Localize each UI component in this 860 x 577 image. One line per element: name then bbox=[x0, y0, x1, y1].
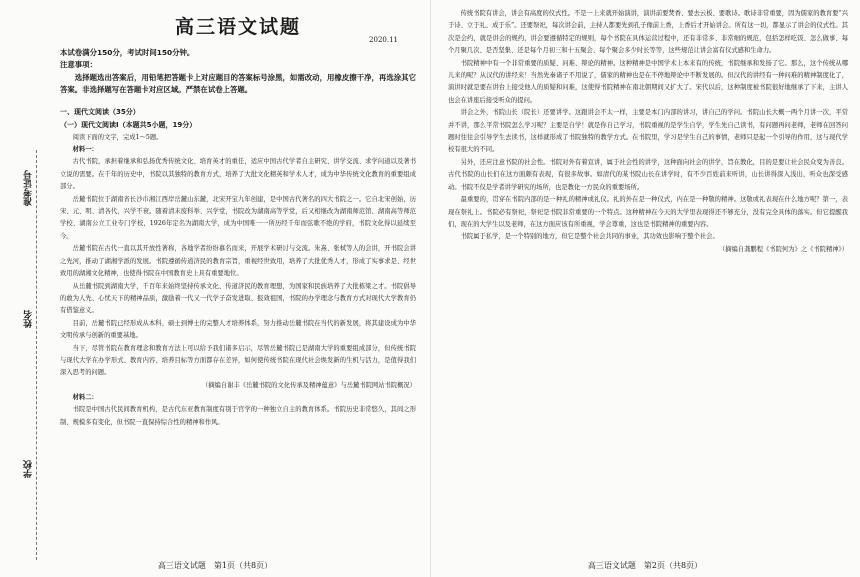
page-2-content bbox=[448, 8, 848, 256]
binding-line bbox=[36, 150, 37, 560]
notice-item: 选择题选出答案后，用铅笔把答题卡上对应题目的答案标号涂黑，如需改动，用橡皮擦干净，再选涂其它答案。非选择题写在答题卡对应区域。严禁在试卷上答题。 bbox=[60, 72, 416, 95]
material-2-paragraph: 另外，还应注意书院的社会性。书院对外有着宣讲，属于社会性的讲学，这种面向社会的讲学，旨在教化，目的是要让社会民众变为善良。古代书院的山长们在这方面颇有表现，有很多故事。如清代的某书院山长在讲学时，有不少百姓前来听讲，山长讲得深入浅出，听众也深受感动。书院不仅是学者讲学研究的场所，也是教化一方民众的重要场所。 bbox=[448, 158, 848, 191]
exam-intro: 本试卷满分150分，考试时间150分钟。 bbox=[60, 48, 195, 57]
material-1-paragraph: 岳麓书院位于湖南省长沙市湘江西岸岳麓山东麓，北宋开宝九年创建，是中国古代著名的四大书院之一。它自北宋创始，历宋、元、明、清各代，兴学不衰。随着清末废科举、兴学堂，书院改为湖南高等学堂，后又相继改为湖南师范馆、湖南高等师范学校、湖南公立工业专门学校，1926年定名为湖南大学，成为中国唯一一所历经千年而弦歌不绝的学府，书院文化得以延续至今。 bbox=[60, 195, 416, 240]
material-2-label: 材料二： bbox=[72, 393, 98, 401]
gutter-label-name: 姓名 bbox=[24, 310, 34, 328]
material-2-source: （摘编自龚鹏程《书院何为》之《书院精神》） bbox=[718, 245, 848, 253]
material-1-source: （摘编自谢丰《岳麓书院的文化传承及精神蕴意》与岳麓书院网站书院概况） bbox=[201, 381, 416, 389]
material-1-label: 材料一： bbox=[72, 146, 98, 154]
section-heading: 一、现代文阅读（35分） bbox=[60, 107, 140, 116]
page-2-footer: 高三语文试题 第2页（共8页） bbox=[587, 561, 703, 570]
gutter-label-exam-number: 准考证号 bbox=[24, 170, 34, 206]
gutter-label-school: 学校 bbox=[24, 460, 34, 478]
material-1-paragraph: 岳麓书院在古代一直以其开放性著称，各地学者纷纷慕名而来，开展学术研讨与交流。朱熹、张栻等人的会讲，开书院会讲之先河，推动了湖湘学派的发展。书院遵循传道济民的教育宗旨，重视经世致用，培养了大批优秀人才，形成了实事求是、经世致用的湖湘文化精神，也使得书院在中国教育史上具有重要地位。 bbox=[60, 245, 416, 278]
exam-title: 高三语文试题 bbox=[174, 16, 301, 38]
page-2 bbox=[430, 0, 860, 577]
material-2-paragraph: 讲会之外，书院山长（院长）还要讲学。这跟讲会不太一样，主要是本门内部的讲习，讲自己的学问。书院山长大概一两个月讲一次，平常并不讲，那么平常书院怎么学习呢？主要是自学！就是你自己学习，书院重视的是学生自学，学生先自己读书，有问题再问老师，老师在回答问题时往往会引导学生去读书，这样就形成了书院独特的教学方式。在书院里，学习是学生自己的事情，老师只是起一个引导的作用，这与现代学校有很大的不同。 bbox=[448, 109, 848, 154]
material-1-paragraph: 当下，尽管书院在教育理念和教育方法上可以给予我们诸多启示，尽管岳麓书院已是湖南大学的重要组成部分，但传统书院与现代大学在办学形式、教育内容、培养目标等方面都存在差异，如何使传统书院在现代社会焕发新的生机与活力，是值得我们深入思考的问题。 bbox=[60, 344, 416, 377]
page-1-footer: 高三语文试题 第1页（共8页） bbox=[157, 561, 273, 570]
reading-instruction: 阅读下面的文字，完成1～5题。 bbox=[72, 133, 163, 141]
notice-title: 注意事项： bbox=[60, 60, 97, 70]
material-1-paragraph: 目前，岳麓书院已经形成从本科、硕士到博士的完整人才培养体系，努力推动岳麓书院在当代的新发展，将其建设成为中华文明传承与创新的重要基地。 bbox=[60, 319, 416, 340]
material-2-paragraph: 最重要的，贯穿在书院内部的是一种礼的精神或礼仪。礼的外在是一种仪式，内在是一种敬的精神。这敬或礼表现在什么地方呢？第一，表现在祭礼上。书院必有祭祀，祭祀是书院非常重要的一个特点。这种精神在今天的大学里表现得还不够充分，没有完全具体的落实。但它提醒我们，现在的大学生以及老师，在这方面应该有所重视，学会尊重，这也是书院精神的重要内容。 bbox=[448, 196, 848, 228]
page-1-content bbox=[60, 12, 416, 429]
binding-gutter bbox=[0, 0, 58, 577]
material-1-paragraph: 古代书院，承担着继承和弘扬优秀传统文化、培育英才的重任，适应中国古代学者自主研究、讲学交流、求学问道以及著书立说的需要。在千年的历史中，书院以其独特的教育方式，培养了大批文化精英和学术人才，成为中华传统文化教育的重要组成部分。 bbox=[60, 158, 416, 191]
material-2-paragraph: 书院精神中有一个非常重要的质疑、问难、辩论的精神。这种精神是中国学术上本来有的传统，书院继承和发扬了它。那么，这个传统从哪儿来的呢？从汉代的讲经来！当然先秦诸子不用说了，儒家的精神也是在不停地辩论中不断发展的。但汉代的讲经有一种问难的精神制度化了，演讲时就是要在讲台上接受他人的质疑和问难，这使得书院精神在南北朝期间又扩大了。宋代以后，这种制度被书院很好地继承了下来，主讲人也会在讲座后接受听众的提问。 bbox=[448, 59, 848, 104]
material-1-paragraph: 从岳麓书院到湖南大学，千百年来始终坚持传承文化、传道济民的教育理想，为国家和民族培养了大批栋梁之才。书院倡导的敢为人先、心忧天下的精神品质，激励着一代又一代学子奋发进取、报效祖国，书院的办学理念与教育方式对现代大学教育仍有借鉴意义。 bbox=[60, 282, 416, 315]
material-2-paragraph: 传统书院有讲会，讲会有高度的仪式性。不是一上来就开始演讲，演讲前要焚香、要去云板、要歌诗。歌诗非常重要，因为儒家的教育要“兴于诗、立于礼、成于乐”。还要祭祀，每次讲会前，主持人都要先到孔子像前上香，上香后才开始讲会。所有这一切，都显示了讲会的仪式性。其次是会约，就是讲会的规约，讲会要遵循特定的规则，每个书院在具体运营过程中，还有非常多、非常细的规范，包括怎样吃饭、怎么做事、每个月聚几次、是否坚集、还是每个月初三和十五聚会、每个聚会多少时长等等，这些规范让讲会富有仪式感和生命力。 bbox=[448, 10, 848, 55]
material-2-paragraph: 书院是中国古代民间教育机构，是古代东亚教育制度有别于官学的一种独立自主的教育体系。书院历史非常悠久，其间之形制、规模多有变化，但书院一直保持综合性的精神和作风。 bbox=[60, 406, 416, 426]
subsection-heading: （一）现代文阅读Ⅰ（本题共5小题，19分） bbox=[60, 120, 197, 129]
exam-date: 2020.11 bbox=[369, 36, 398, 44]
material-2-paragraph: 书院属于私学，是一个特别的地方，但它是整个社会共同的事业，其功效也影响于整个社会。 bbox=[460, 233, 719, 241]
